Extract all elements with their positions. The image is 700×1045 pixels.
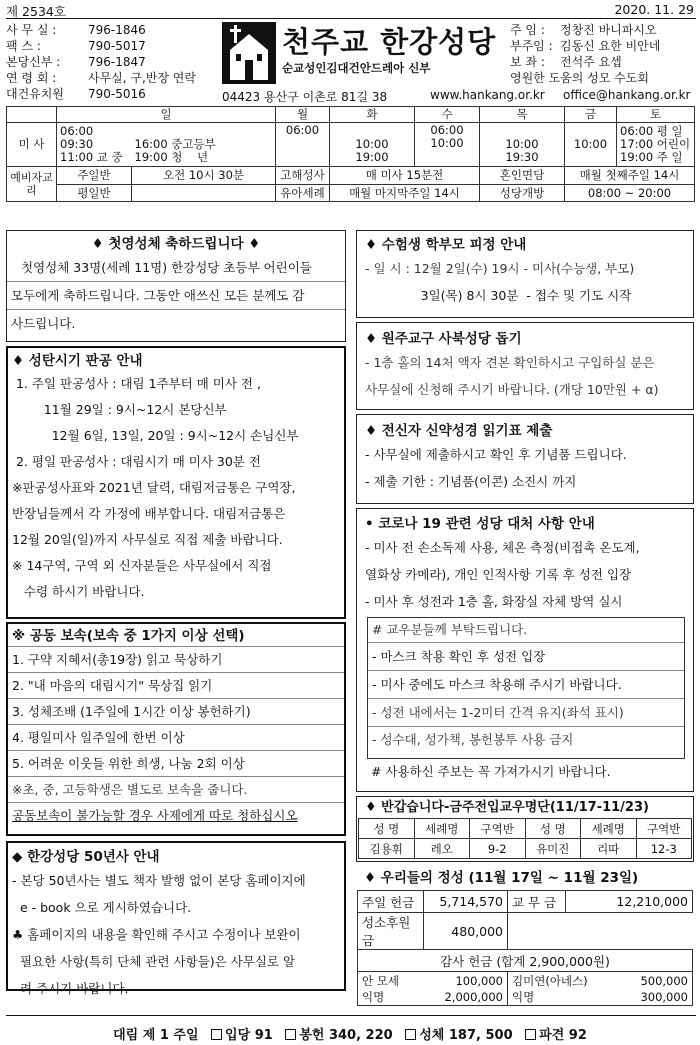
confession-line: 1. 주일 판공성사 : 대림 1주부터 매 미사 전 , xyxy=(12,376,261,391)
welcome-header: 세례명 xyxy=(414,819,470,839)
sched-r1-a: 주일반 xyxy=(57,167,132,185)
confession-line: 2. 평일 판공성사 : 대림시기 매 미사 30분 전 xyxy=(12,454,261,469)
church-name: 천주교 한강성당 xyxy=(282,25,497,59)
hymn-entrance: 입당 91 xyxy=(225,1028,273,1043)
sched-r1-b: 오전 10시 30분 xyxy=(132,167,276,185)
sched-r2-a: 평일반 xyxy=(57,185,132,202)
header-rule xyxy=(6,18,696,19)
hymn-offertory: 봉헌 340, 220 xyxy=(299,1028,393,1043)
sched-r1-d: 매 미사 15분전 xyxy=(330,167,480,185)
checkbox-icon xyxy=(211,1029,222,1040)
offer-support-value: 480,000 xyxy=(424,913,508,950)
sabuk-church-box xyxy=(356,322,694,410)
issue-date: 2020. 11. 29 xyxy=(614,2,694,17)
hymn-recessional: 파견 92 xyxy=(539,1028,587,1043)
welcome-cell: 김용휘 xyxy=(359,839,415,859)
mass-sat: 06:00 평 일 17:00 어린이 19:00 주 일 xyxy=(617,123,695,167)
day-mon: 월 xyxy=(276,107,330,123)
covid-request-line: - 미사 중에도 마스크 착용해 주시기 바랍니다. xyxy=(372,677,622,692)
clergy-associate: 부주임 : 김동신 요한 비안네 xyxy=(510,39,661,53)
exam-retreat-title: ♦ 수험생 학부모 피정 안내 xyxy=(365,237,527,253)
welcome-cell: 리따 xyxy=(581,839,637,859)
mass-sun-1: 06:00 09:30 11:00 교 중 xyxy=(57,123,132,167)
welcome-cell: 유미진 xyxy=(525,839,581,859)
sched-r2-d: 매월 마지막주일 14시 xyxy=(330,185,480,202)
catechumen-label: 예비자교리 xyxy=(7,167,57,202)
sched-r1-e: 혼인면담 xyxy=(480,167,565,185)
welcome-header: 성 명 xyxy=(359,819,415,839)
exam-retreat-line: 3일(목) 8시 30분 - 접수 및 기도 시작 xyxy=(365,288,632,303)
penance-line: ※초, 중, 고등학생은 별도로 보속을 줍니다. xyxy=(12,782,248,797)
donor-name: 익명 xyxy=(512,989,535,1004)
donor-name: 안 모세 xyxy=(362,973,399,988)
covid-request-line: - 성전 내에서는 1-2미터 간격 유지(좌석 표시) xyxy=(372,705,624,720)
sabuk-church-line: 사무실에 신청해 주시기 바랍니다. (개당 10만원 + α) xyxy=(365,382,659,397)
offer-dues-value: 12,210,000 xyxy=(566,891,693,913)
donor-amount: 100,000 xyxy=(455,973,503,988)
sched-r1-f: 매월 첫째주일 14시 xyxy=(565,167,695,185)
sched-r2-c: 유아세례 xyxy=(276,185,330,202)
church-website[interactable]: www.hankang.or.kr xyxy=(430,88,545,102)
day-sun: 일 xyxy=(57,107,276,123)
footer-hymns xyxy=(0,1024,700,1043)
mass-sun-2: 16:00 중고등부 19:00 청 년 xyxy=(132,123,276,167)
offering-table xyxy=(357,890,693,1006)
donor-amount: 500,000 xyxy=(640,973,688,988)
sabuk-church-title: ♦ 원주교구 사북성당 돕기 xyxy=(365,331,522,347)
day-tue: 화 xyxy=(330,107,415,123)
offer-dues-label: 교 무 금 xyxy=(508,891,566,913)
clergy-assistant: 보 좌 : 전석주 요셉 xyxy=(510,55,622,69)
covid-line: - 미사 전 손소독제 사용, 체온 측정(비접촉 온도계, xyxy=(365,540,640,555)
mass-mon: 06:00 xyxy=(276,123,330,167)
sched-r2-f: 08:00 ~ 20:00 xyxy=(565,185,695,202)
penance-line: 3. 성체조배 (1주일에 1시간 이상 봉헌하기) xyxy=(12,704,251,719)
footer-rule xyxy=(6,1015,696,1016)
sched-r1-c: 고해성사 xyxy=(276,167,330,185)
covid-request-box xyxy=(367,617,685,759)
history-line: e - book 으로 게시하였습니다. xyxy=(12,900,192,915)
contact-office: 사 무 실 : 796-1846 xyxy=(6,23,146,37)
mass-wed: 06:00 10:00 xyxy=(415,123,480,167)
covid-request-line: # 교우분들께 부탁드립니다. xyxy=(372,622,528,637)
donor-amount: 2,000,000 xyxy=(444,989,503,1004)
first-communion-line: 사드립니다. xyxy=(11,316,76,331)
confession-line: 수령 하시기 바랍니다. xyxy=(12,584,145,599)
welcome-header: 성 명 xyxy=(525,819,581,839)
donor-amount: 300,000 xyxy=(640,989,688,1004)
covid-request-line: - 마스크 착용 확인 후 성전 입장 xyxy=(372,649,546,664)
mass-fri: 10:00 xyxy=(565,123,617,167)
offer-sun-label: 주일 헌금 xyxy=(358,891,424,913)
issue-number: 제 2534호 xyxy=(6,4,66,19)
sched-r2-b xyxy=(132,185,276,202)
church-address: 04423 용산구 이촌로 81길 38 xyxy=(222,90,388,104)
church-patron: 순교성인김대건안드레아 신부 xyxy=(282,61,431,75)
church-logo-icon xyxy=(222,22,276,84)
day-sat: 토 xyxy=(617,107,695,123)
bible-reading-title: ♦ 전신자 신약성경 읽기표 제출 xyxy=(365,423,553,439)
welcome-box xyxy=(356,796,694,862)
checkbox-icon xyxy=(285,1029,296,1040)
church-email[interactable]: office@hankang.or.kr xyxy=(563,88,691,102)
first-communion-line: 첫영성체 33명(세례 11명) 한강성당 초등부 어린이들 xyxy=(21,260,312,275)
penance-line: 5. 어려운 이웃들 위한 희생, 나눔 2회 이상 xyxy=(12,756,245,771)
donor-name: 김미연(아네스) xyxy=(512,973,588,988)
covid-line: - 미사 후 성전과 1층 홀, 화장실 자체 방역 실시 xyxy=(365,594,623,609)
offer-thanks: 감사 헌금 (합계 2,900,000원) xyxy=(358,950,693,972)
welcome-table xyxy=(358,818,692,859)
contact-pastor: 본당신부 : 796-1847 xyxy=(6,55,146,69)
history-line: ♣ 홈페이지의 내용을 확인해 주시고 수정이나 보완이 xyxy=(12,927,301,942)
welcome-title: ♦ 반갑습니다-금주전입교우명단(11/17-11/23) xyxy=(365,800,649,815)
contact-fax: 팩 스 : 790-5017 xyxy=(6,39,146,53)
first-communion-box xyxy=(6,230,346,342)
schedule-table xyxy=(6,106,695,202)
welcome-header: 구역반 xyxy=(636,819,692,839)
offer-support-label: 성소후원금 xyxy=(358,913,424,950)
history-line: 려 주시기 바랍니다. xyxy=(12,981,129,996)
clergy-pastor: 주 임 : 정창진 바니파시오 xyxy=(510,23,657,37)
history-50-box xyxy=(6,841,346,996)
day-fri: 금 xyxy=(565,107,617,123)
history-line: - 본당 50년사는 별도 책자 발행 없이 본당 홈페이지에 xyxy=(12,873,306,888)
bible-reading-box xyxy=(356,414,694,504)
contact-list xyxy=(6,22,196,102)
welcome-header: 세례명 xyxy=(581,819,637,839)
covid-title: • 코로나 19 관련 성당 대처 사항 안내 xyxy=(365,516,595,532)
penance-line: 2. "내 마음의 대림시기" 묵상집 읽기 xyxy=(12,678,213,693)
contact-kinder: 대건유치원 790-5016 xyxy=(6,87,146,101)
footer-week: 대림 제 1 주일 xyxy=(113,1028,199,1043)
day-thu: 목 xyxy=(480,107,565,123)
bible-reading-line: - 사무실에 제출하시고 확인 후 기념품 드립니다. xyxy=(365,447,627,462)
covid-line: 열화상 카메라), 개인 인적사항 기록 후 성전 입장 xyxy=(365,567,632,582)
history-line: 필요한 사항(특히 단체 관련 사항들)은 사무실로 알 xyxy=(12,954,296,969)
penance-line: 4. 평일미사 일주일에 한번 이상 xyxy=(12,730,185,745)
covid-note: # 사용하신 주보는 꼭 가져가시기 바랍니다. xyxy=(371,764,611,779)
exam-retreat-box xyxy=(356,230,694,318)
confession-line: 12월 6일, 13일, 20일 : 9시~12시 손님신부 xyxy=(12,428,299,443)
sabuk-church-line: - 1층 홀의 14처 액자 견본 확인하시고 구입하실 분은 xyxy=(365,355,655,370)
mass-thu: 10:00 19:30 xyxy=(480,123,565,167)
day-wed: 수 xyxy=(415,107,480,123)
christmas-confession-title: ♦ 성탄시기 판공 안내 xyxy=(12,353,143,369)
covid-request-line: - 성수대, 성가책, 봉헌봉투 사용 금지 xyxy=(372,732,574,747)
welcome-header: 구역반 xyxy=(470,819,526,839)
history-50-title: ◆ 한강성당 50년사 안내 xyxy=(12,849,160,865)
welcome-cell: 9-2 xyxy=(470,839,526,859)
confession-line: ※ 14구역, 구역 외 신자분들은 사무실에서 직접 xyxy=(12,558,272,573)
penance-line: 1. 구약 지혜서(총19장) 읽고 묵상하기 xyxy=(12,652,223,667)
covid-box xyxy=(356,508,694,792)
welcome-cell: 레오 xyxy=(414,839,470,859)
offering-title: ♦ 우리들의 정성 (11월 17일 ~ 11월 23일) xyxy=(364,870,639,886)
donor-name: 익명 xyxy=(362,989,385,1004)
exam-retreat-line: - 일 시 : 12월 2일(수) 19시 - 미사(수능생, 부모) xyxy=(365,261,635,276)
first-communion-title: ♦ 첫영성체 축하드립니다 ♦ xyxy=(91,236,261,252)
offer-sun-value: 5,714,570 xyxy=(424,891,508,913)
clergy-sisters: 영원한 도움의 성모 수도회 xyxy=(510,71,649,85)
contact-funeral: 연 령 회 : 사무실, 구,반장 연락 xyxy=(6,71,196,85)
common-penance-box xyxy=(6,622,346,836)
penance-line: 공동보속이 불가능할 경우 사제에게 따로 청하십시오 xyxy=(12,808,298,823)
clergy-list xyxy=(510,22,660,86)
checkbox-icon xyxy=(525,1029,536,1040)
confession-line: 11월 29일 : 9시~12시 본당신부 xyxy=(12,402,227,417)
confession-line: 12월 20일(일)까지 사무실로 직접 제출 바랍니다. xyxy=(12,532,283,547)
sched-r2-e: 성당개방 xyxy=(480,185,565,202)
mass-tue: 10:00 19:00 xyxy=(330,123,415,167)
mass-label: 미 사 xyxy=(7,123,57,167)
checkbox-icon xyxy=(405,1029,416,1040)
welcome-cell: 12-3 xyxy=(636,839,692,859)
offering-section xyxy=(356,866,694,1004)
bible-reading-line: - 제출 기한 : 기념품(이콘) 소진시 까지 xyxy=(365,474,577,489)
confession-line: 반장님들께서 각 가정에 배부합니다. 대림저금통은 xyxy=(12,506,286,521)
first-communion-line: 모두에게 축하드립니다. 그동안 애쓰신 모든 분께도 감 xyxy=(11,288,305,303)
common-penance-title: ※ 공동 보속(보속 중 1가지 이상 선택) xyxy=(12,628,245,644)
confession-line: ※판공성사표와 2021년 달력, 대림저금통은 구역장, xyxy=(12,480,296,495)
hymn-communion: 성체 187, 500 xyxy=(419,1028,513,1043)
christmas-confession-box xyxy=(6,346,346,619)
